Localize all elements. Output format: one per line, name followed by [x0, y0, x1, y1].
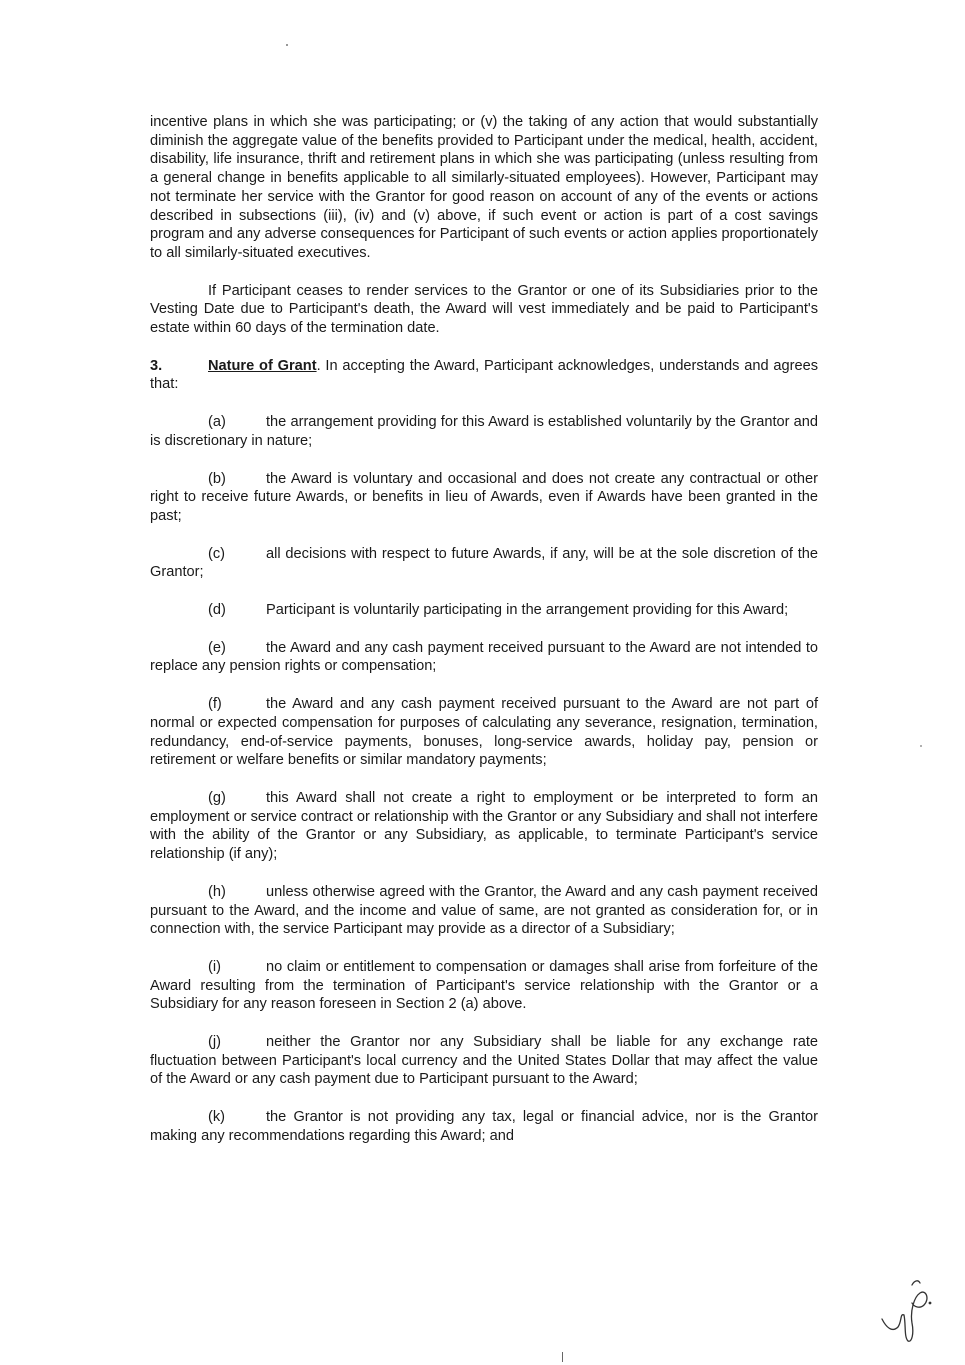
death-vesting-paragraph: If Participant ceases to render services to the Grantor or one of its Subsidiaries prior to the Vesting Date due to Participant's death, the Award will vest immediately and be paid to Participant's estate within 60 days of the termination date.: [150, 282, 818, 337]
document-page: [150, 113, 818, 1146]
item-label: (e): [208, 639, 226, 656]
item-text: the Grantor is not providing any tax, legal or financial advice, nor is the Grantor making any recommendations regarding this Award; and: [150, 1109, 818, 1144]
item-text: no claim or entitlement to compensation or damages shall arise from forfeiture of the Award resulting from the termination of Participant's service relationship with the Grantor or a Subsidiary for any reason foreseen in Section 2 (a) above.: [150, 958, 818, 1013]
item-label: (g): [208, 789, 226, 806]
list-item: [150, 639, 818, 676]
item-label: (a): [208, 414, 226, 431]
item-text: all decisions with respect to future Awards, if any, will be at the sole discretion of the Grantor;: [150, 545, 818, 581]
item-text: neither the Grantor nor any Subsidiary shall be liable for any exchange rate fluctuation between Participant's local currency and the United States Dollar that may affect the value of the Award or any cash payment due to Participant pursuant to the Award;: [150, 1034, 818, 1088]
item-text: unless otherwise agreed with the Grantor, the Award and any cash payment received pursuant to the Award, and the income and value of same, are not granted as consideration for, or in connection with, the service Participant may provide as a director of a Subsidiary;: [150, 883, 818, 938]
item-label: (b): [208, 470, 226, 487]
scan-speck: [920, 745, 922, 747]
item-label: (d): [208, 602, 226, 619]
list-item: [150, 789, 818, 864]
scan-speck: [286, 44, 288, 46]
section-intro-text: . In accepting the Award, Participant acknowledges, understands and agrees that:: [150, 357, 819, 393]
section-heading: Nature of Grant: [208, 357, 317, 374]
item-label: (i): [208, 958, 221, 975]
item-text: the Award is voluntary and occasional and does not create any contractual or other right to receive future Awards, or benefits in lieu of Awards, even if Awards have been granted in the past;: [150, 470, 818, 524]
list-item: [150, 883, 818, 939]
list-item: [150, 958, 818, 1014]
section-3-intro: [150, 357, 818, 394]
item-label: (c): [208, 545, 226, 562]
list-item: [150, 545, 818, 582]
item-label: (h): [208, 883, 226, 900]
list-item: [150, 470, 818, 526]
page-mark: [562, 1352, 563, 1362]
item-label: (k): [208, 1109, 226, 1126]
item-text: the Award and any cash payment received pursuant to the Award are not intended to replace any pension rights or compensation;: [150, 639, 818, 675]
list-item: [150, 695, 818, 770]
item-text: this Award shall not create a right to employment or be interpreted to form an employment or service contract or relationship with the Grantor or any Subsidiary and shall not interfere with the ability of the Grantor or any Subsidiary, as applicable, to terminate Participant's service relationship (if any);: [150, 789, 818, 863]
item-label: (f): [208, 696, 222, 713]
item-text: the arrangement providing for this Award is established voluntarily by the Grantor and is discretionary in nature;: [150, 414, 818, 449]
item-label: (j): [208, 1034, 221, 1051]
item-text: the Award and any cash payment received pursuant to the Award are not part of normal or expected compensation for purposes of calculating any severance, resignation, termination, redundancy, end-of-service payments, bonuses, long-service awards, holiday pay, pension or retirement or welfare benefits or similar mandatory payments;: [150, 696, 818, 769]
list-item: [150, 601, 818, 620]
item-text: Participant is voluntarily participating in the arrangement providing for this Award;: [266, 602, 789, 619]
list-item: [150, 1108, 818, 1145]
list-item: [150, 1033, 818, 1089]
continuation-paragraph: incentive plans in which she was participating; or (v) the taking of any action that would substantially diminish the aggregate value of the benefits provided to Participant under the medical, health, accident, disability, life insurance, thrift and retirement plans in which she was participating (unless resulting from a general change in benefits applicable to all similarly-situated employees). However, Participant may not terminate her service with the Grantor for good reason on account of any of the events or actions described in subsections (iii), (iv) and (v) above, if such event or action is part of a cost savings program and any adverse consequences for Participant of such events or action applies proportionately to all similarly-situated executives.: [150, 114, 818, 261]
handwritten-initials-icon: [878, 1275, 934, 1345]
section-number: 3.: [150, 357, 163, 374]
list-item: [150, 413, 818, 450]
